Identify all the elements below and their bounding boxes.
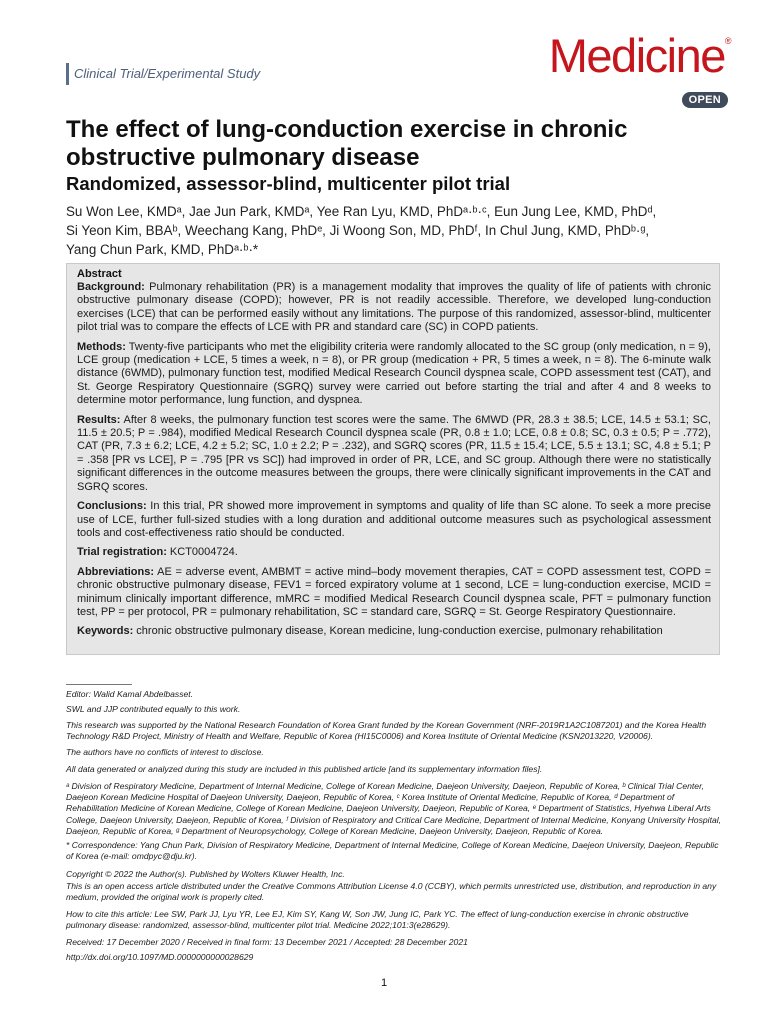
authors-line-3: Yang Chun Park, KMD, PhDᵃ·ᵇ·* xyxy=(66,242,259,257)
journal-logo xyxy=(549,28,730,83)
conclusions-label: Conclusions: xyxy=(77,500,147,513)
keywords-label: Keywords: xyxy=(77,625,134,638)
results-label: Results: xyxy=(77,413,121,426)
open-access-badge: OPEN xyxy=(682,92,728,108)
article-category: Clinical Trial/Experimental Study xyxy=(66,63,260,85)
authors-line-1: Su Won Lee, KMDᵃ, Jae Jun Park, KMDᵃ, Yee Ran Lyu, KMD, PhDᵃ·ᵇ·ᶜ, Eun Jung Lee, KMD, PhDᵈ, xyxy=(66,204,657,219)
footnote-equal-contribution: SWL and JJP contributed equally to this work. xyxy=(66,704,241,714)
trademark-symbol: ® xyxy=(724,36,730,46)
abbreviations-text: AE = adverse event, AMBMT = active mind–body movement therapies, CAT = COPD assessment test, COPD = chronic obstructive pulmonary disease, FEV1 = forced expiratory volume at 1 second, LCE = lung-conduction exercise, MCID = minimum clinically important difference, mMRC = modified Medical Research Council dyspnea scale, PFT = pulmonary function test, PP = per protocol, PR = pulmonary rehabilitation, SC = standard care, SGRQ = St. George Respiratory Questionnaire. xyxy=(77,565,711,618)
abstract-results xyxy=(77,414,711,494)
abstract-abbreviations xyxy=(77,566,711,620)
registration-text: KCT0004724. xyxy=(166,546,238,559)
article-subtitle: Randomized, assessor-blind, multicenter pilot trial xyxy=(66,173,511,194)
methods-text: Twenty-five participants who met the eligibility criteria were randomly allocated to the SC group (only medication, n = 9), LCE group (medication + LCE, 5 times a week, n = 8), or PR group (medication + PR, 5 times a week, n = 8). The 6-minute walk distance (6WMD), pulmonary function test, modified Medical Research Council dyspnea scale, COPD assessment test (CAT), and St. George Respiratory Questionnaire (SGRQ) survey were carried out before starting the trial and after 4 and 8 weeks to determine motor performance, lung function, and dyspnea. xyxy=(77,340,711,407)
abstract-methods xyxy=(77,341,711,408)
methods-label: Methods: xyxy=(77,340,126,353)
footnote-correspondence: * Correspondence: Yang Chun Park, Division of Respiratory Medicine, Department of Internal Medicine, College of Korean Medicine, Daejeon University, Daejeon, Republic of Korea (e-mail: omdpyc@dju.kr). xyxy=(66,840,719,862)
abstract-conclusions xyxy=(77,500,711,540)
abstract-heading: Abstract xyxy=(77,268,122,280)
footnote-copyright: Copyright © 2022 the Author(s). Published by Wolters Kluwer Health, Inc. xyxy=(66,869,345,879)
footnote-dates: Received: 17 December 2020 / Received in final form: 13 December 2021 / Accepted: 28 December 2021 xyxy=(66,937,468,947)
abstract-box xyxy=(66,263,720,655)
authors-line-2: Si Yeon Kim, BBAᵇ, Weechang Kang, PhDᵉ, Ji Woong Son, MD, PhDᶠ, In Chul Jung, KMD, PhDᵇ·ᵍ, xyxy=(66,223,650,238)
journal-name: Medicine xyxy=(548,29,725,82)
footnote-data-availability: All data generated or analyzed during this study are included in this published article [and its supplementary information files]. xyxy=(66,764,543,774)
footnote-conflicts: The authors have no conflicts of interest to disclose. xyxy=(66,747,264,757)
article-title: The effect of lung-conduction exercise in chronic obstructive pulmonary disease xyxy=(66,116,628,171)
author-list xyxy=(66,202,726,259)
registration-label: Trial registration: xyxy=(77,546,167,559)
abstract-background xyxy=(77,281,711,335)
abstract-registration xyxy=(77,546,711,559)
conclusions-text: In this trial, PR showed more improvement in symptoms and quality of life than SC alone. To seek a more precise use of LCE, further full-sized studies with a long duration and additional outcome measures such as psychological assessment tools and cost-effectiveness ratio should be conducted. xyxy=(77,500,711,539)
footnote-divider xyxy=(66,684,132,685)
background-label: Background: xyxy=(77,281,145,293)
footnote-funding: This research was supported by the National Research Foundation of Korea Grant funded by the Korean Government (NRF-2019R1A2C1087201) and the Korea Health Technology R&D Project, Ministry of Health and Welfare, Republic of Korea (HI15C0006) and Korea Institute of Oriental Medicine (KSN2013220, V20006). xyxy=(66,720,707,742)
abstract-keywords xyxy=(77,625,711,638)
footnote-license: This is an open access article distributed under the Creative Commons Attribution License 4.0 (CCBY), which permits unrestricted use, distribution, and reproduction in any medium, provided the original work is properly cited. xyxy=(66,881,717,903)
background-text: Pulmonary rehabilitation (PR) is a management modality that improves the quality of life of patients with chronic obstructive pulmonary disease (COPD); however, PR is not readily accessible. Therefore, we developed lung-conduction exercises (LCE) that can be performed easily without any limitations. The purpose of this randomized, assessor-blind, multicenter pilot trial was to compare the effects of LCE with PR and standard care (SC) in COPD patients. xyxy=(77,281,711,334)
keywords-text: chronic obstructive pulmonary disease, Korean medicine, lung-conduction exercise, pulmonary rehabilitation xyxy=(133,625,663,638)
page-number: 1 xyxy=(380,977,388,989)
footnote-editor: Editor: Walid Kamal Abdelbasset. xyxy=(66,689,194,699)
footnote-affiliations: ᵃ Division of Respiratory Medicine, Department of Internal Medicine, College of Korean Medicine, Daejeon University, Daejeon, Republic of Korea, ᵇ Clinical Trial Center, Daejeon Korean Medicine Hospital of Daejeon University, Daejeon, Republic of Korea, ᶜ Korea Institute of Oriental Medicine, Republic of Korea, ᵈ Department of Rehabilitation Medicine of Korean Medicine, College of Korean Medicine, Daejeon University, Daejeon, Republic of Korea, ᵉ Department of Statistics, Hyehwa Liberal Arts College, Daejeon University, Daejeon, Republic of Korea, ᶠ Division of Respiratory and Critical Care Medicine, Department of Internal Medicine, Konyang University Hospital, Daejeon, Republic of Korea, ᵍ Department of Neuropsychology, College of Korean Medicine, Daejeon University, Daejeon, Republic of Korea. xyxy=(66,781,722,836)
footnote-doi[interactable]: http://dx.doi.org/10.1097/MD.0000000000028629 xyxy=(66,952,254,962)
footnote-citation: How to cite this article: Lee SW, Park JJ, Lyu YR, Lee EJ, Kim SY, Kang W, Son JW, Jung IC, Park YC. The effect of lung-conduction exercise in chronic obstructive pulmonary disease: randomized, assessor-blind, multicenter pilot trial. Medicine 2022;101:3(e28629). xyxy=(66,909,689,931)
results-text: After 8 weeks, the pulmonary function test scores were the same. The 6MWD (PR, 28.3 ± 38.5; LCE, 14.5 ± 53.1; SC, 11.5 ± 20.5; P = .984), modified Medical Research Council dyspnea scale (PR, 0.8 ± 1.0; LCE, 0.8 ± 0.8; SC, 0.3 ± 0.5; P = .772), CAT (PR, 7.3 ± 6.2; LCE, 4.2 ± 5.2; SC, 1.0 ± 2.2; P = .232), and SGRQ scores (PR, 11.5 ± 15.4; LCE, 5.5 ± 13.1; SC, 4.8 ± 5.1; P = .358 [PR vs LCE], P = .795 [PR vs SC]) had improved in order of PR, LCE, and SC group. Although there were no statistically significant differences in the outcome measures between the groups, there were clinically significant improvements in the CAT and SGRQ scores. xyxy=(77,413,711,493)
abbreviations-label: Abbreviations: xyxy=(77,565,155,578)
